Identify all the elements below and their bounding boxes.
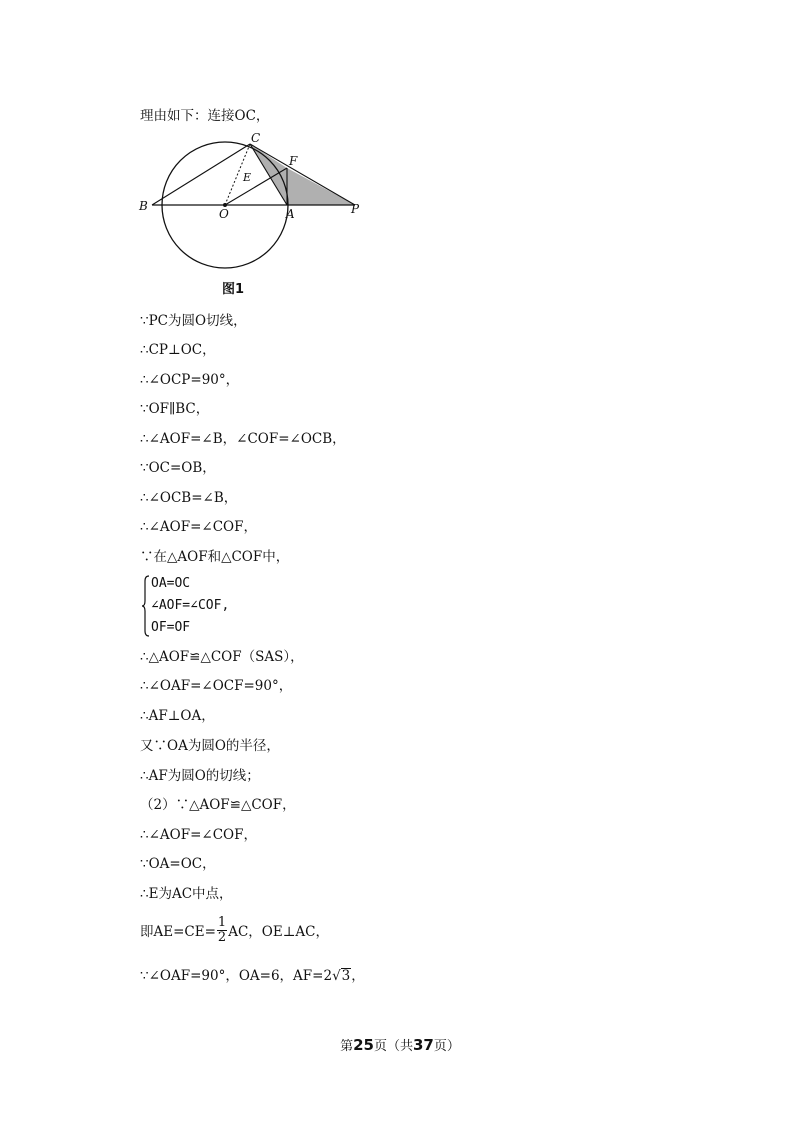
proof-line: ∵在△AOF和△COF中，	[140, 549, 290, 565]
label-a: A	[286, 207, 295, 221]
proof-line: （2）∵△AOF≌△COF，	[140, 797, 296, 813]
proof-line: 又∵OA为圆O的半径，	[140, 738, 280, 754]
proof-line: ∴AF为圆O的切线；	[140, 768, 260, 784]
proof-line: ∴∠AOF=∠COF，	[140, 519, 257, 535]
sqrt-radicand: 3	[341, 968, 351, 984]
page-total: 37	[413, 1036, 434, 1054]
label-p: P	[351, 202, 360, 216]
system-row: ∠AOF=∠COF,	[151, 598, 230, 613]
proof-line: ∴∠AOF=∠B，∠COF=∠OCB，	[140, 431, 346, 447]
proof-line: ∵OA=OC，	[140, 856, 216, 872]
label-c: C	[251, 131, 261, 145]
footer-pre: 第	[340, 1039, 354, 1054]
last-line	[140, 967, 365, 985]
proof-line: ∵OC=OB，	[140, 460, 216, 476]
proof-line: ∴∠OCB=∠B，	[140, 490, 238, 506]
proof-line: ∴E为AC中点，	[140, 886, 233, 902]
ae-suffix: AC，OE⊥AC，	[228, 924, 329, 940]
figure-caption: 图1	[222, 282, 245, 297]
label-o: O	[219, 207, 229, 221]
proof-line: ∵PC为圆O切线，	[140, 313, 247, 329]
geometry-figure	[130, 128, 380, 278]
fraction	[217, 916, 227, 945]
page-number: 25	[353, 1036, 374, 1054]
proof-line: ∴CP⊥OC，	[140, 342, 216, 358]
proof-line: ∵OF∥BC，	[140, 401, 210, 417]
fraction-numerator: 1	[217, 915, 227, 930]
ae-line	[140, 915, 329, 947]
system-row: OF=OF	[151, 620, 191, 635]
system-row: OA=OC	[151, 576, 191, 591]
proof-line: ∴AF⊥OA，	[140, 708, 215, 724]
footer-mid: 页（共	[373, 1039, 413, 1054]
label-b: B	[139, 199, 148, 213]
proof-line: ∴∠OAF=∠OCF=90°，	[140, 678, 293, 694]
label-e: E	[243, 171, 252, 184]
last-suffix: ，	[351, 968, 365, 984]
ae-prefix: 即AE=CE=	[140, 924, 216, 940]
intro-text: 理由如下：连接OC，	[140, 108, 270, 124]
proof-line: ∴∠AOF=∠COF，	[140, 827, 257, 843]
last-prefix: ∵∠OAF=90°，OA=6，AF=2	[140, 968, 333, 984]
proof-line: ∴△AOF≌△COF（SAS），	[140, 649, 304, 665]
equation-system	[142, 575, 282, 637]
footer-post: 页）	[433, 1039, 460, 1054]
sqrt-icon: √	[332, 968, 341, 984]
page-footer	[0, 1035, 800, 1054]
proof-line: ∴∠OCP=90°，	[140, 372, 240, 388]
label-f: F	[289, 154, 298, 168]
left-brace-icon	[142, 575, 150, 637]
fraction-denominator: 2	[217, 930, 227, 945]
